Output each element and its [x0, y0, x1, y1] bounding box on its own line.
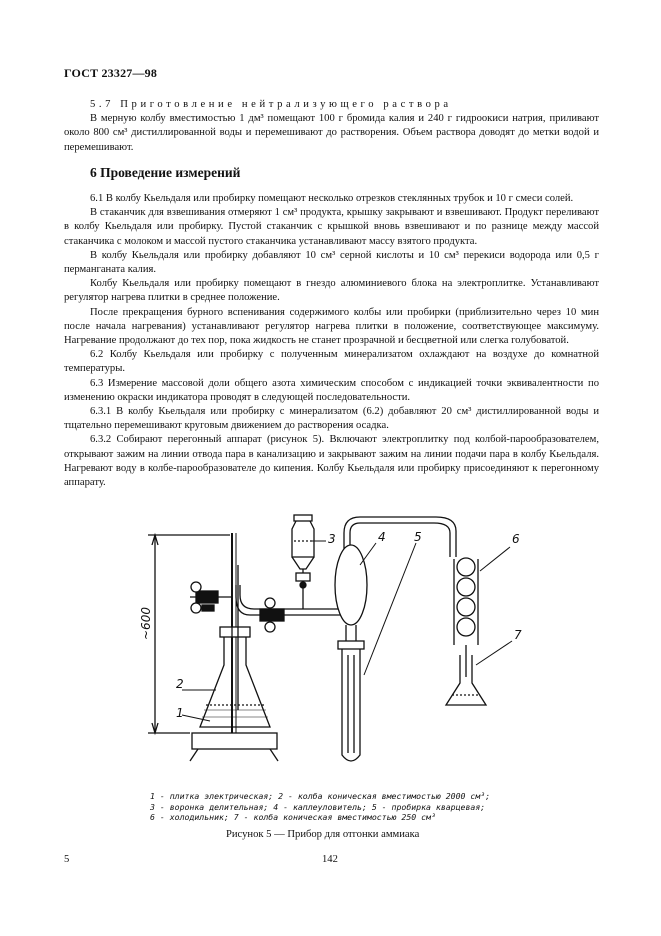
steam-line: [236, 585, 348, 632]
label-7: 7: [514, 628, 522, 642]
paragraph-6-3: 6.3 Измерение массовой доли общего азота химическим способом с индикацией точки эквивалентности по изменению окраски индикатора проводят в следующей последовательности.: [64, 377, 599, 403]
label-5: 5: [414, 530, 422, 544]
label-3: 3: [328, 532, 336, 546]
paragraph-weighing: В стаканчик для взвешивания отмеряют 1 см³ продукта, крышку закрывают и взвешивают. Продукт переливают в колбу Кьельдаля или пробирку. Пустой стаканчик с крышкой вновь взвешивают и по разнице между массой стаканчика с молоком и массой пустого стаканчика устанавливают массу взятого продукта.: [64, 207, 599, 247]
separating-funnel: [292, 515, 314, 609]
electric-plate: [190, 733, 278, 761]
figure-caption: Рисунок 5 — Прибор для отгонки аммиака: [226, 829, 420, 840]
section-6-body: [64, 192, 599, 490]
section-5-7-paragraph: В мерную колбу вместимостью 1 дм³ помещают 100 г бромида калия и 240 г гидроокиси натрия, приливают около 800 см³ дистиллированной воды и перемешивают до растворения. Объем раствора доводят до метки водой и перемешивают.: [64, 113, 599, 153]
paragraph-acid: В колбу Кьельдаля или пробирку добавляют 10 см³ серной кислоты и 10 см³ перекиси водорода или 0,5 г перманганата калия.: [64, 249, 599, 276]
paragraph-heating-block: Колбу Кьельдаля или пробирку помещают в гнездо алюминиевого блока на электроплитке. Устанавливают регулятор нагрева плитки в среднее положение.: [64, 278, 599, 304]
legend-line: 6 - холодильник; 7 - колба коническая вместимостью 250 см³: [150, 812, 436, 823]
figure-legend: [150, 791, 530, 823]
condenser: [450, 545, 478, 677]
conical-flask-large: [200, 565, 270, 727]
footer-left-number: 5: [64, 854, 70, 865]
label-4: 4: [378, 530, 386, 544]
paragraph-6-3-1: 6.3.1 В колбу Кьельдаля или пробирку с минерализатом (6.2) добавляют 20 см³ дистиллированной воды и тщательно перемешивают круговым движением до растворения осадка.: [64, 406, 599, 432]
paragraph-heating: После прекращения бурного вспенивания содержимого колбы или пробирки (приблизительно через 10 мин после начала нагревания) устанавливают регулятор нагрева плитки в положение, соответствующее максимуму. Нагревание продолжают до тех пор, пока жидкость не станет прозрачной и бесцветной или слегка голубоватой.: [64, 306, 599, 347]
legend-line: 1 - плитка электрическая; 2 - колба коническая вместимостью 2000 см³;: [150, 791, 491, 801]
label-1: 1: [176, 706, 184, 720]
section-6-title: 6 Проведение измерений: [90, 165, 241, 180]
paragraph-6-3-2: 6.3.2 Собирают перегонный аппарат (рисунок 5). Включают электроплитку под колбой-парообразователем, открывают зажим на линии отвода пара в канализацию и закрывают зажим на линии подачи пара в колбу Кьельдаля. Нагревают воду в колбе-парообразователе до кипения. Колбу Кьельдаля или пробирку присоединяют к перегонному аппарату.: [64, 434, 599, 489]
paragraph-6-2: 6.2 Колбу Кьельдаля или пробирку с полученным минерализатом охлаждают на воздухе до комнатной температуры.: [64, 349, 599, 375]
droplet-catcher: [335, 517, 456, 645]
dimension-line: [148, 535, 230, 733]
document-id-header: ГОСТ 23327—98: [64, 66, 158, 80]
label-6: 6: [512, 532, 520, 546]
section-5-7: [64, 98, 599, 155]
paragraph-6-1: 6.1 В колбу Кьельдаля или пробирку помещают несколько отрезков стеклянных трубок и 10 г смеси солей.: [90, 193, 574, 204]
label-2: 2: [176, 677, 184, 691]
dimension-label: ~600: [139, 607, 153, 640]
stand-clamp: [190, 582, 232, 613]
legend-line: 3 - воронка делительная; 4 - каплеуловитель; 5 - пробирка кварцевая;: [150, 801, 486, 812]
section-5-7-heading: 5.7 Приготовление нейтрализующего раствора: [90, 99, 452, 110]
page-number: 142: [322, 854, 338, 865]
quartz-test-tube: [338, 641, 364, 761]
apparatus-diagram: [120, 505, 540, 787]
